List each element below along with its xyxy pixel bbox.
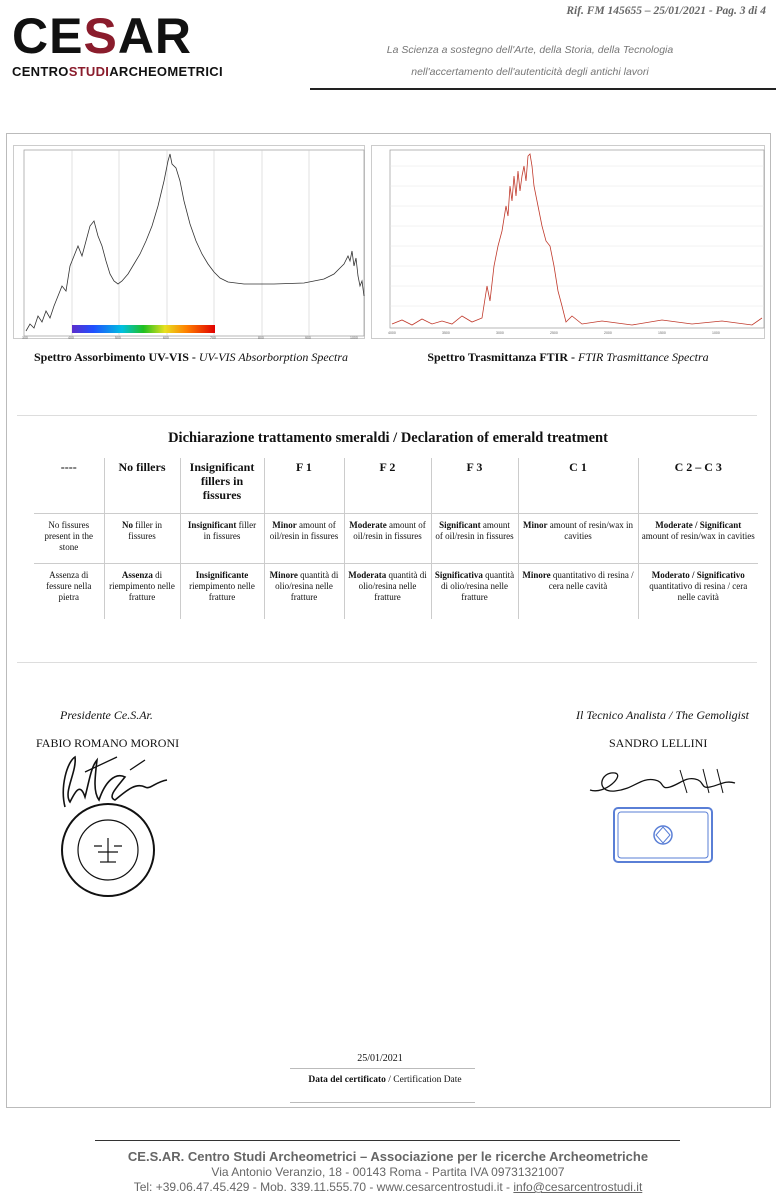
svg-text:800: 800 [258, 336, 264, 340]
svg-text:1500: 1500 [658, 331, 666, 335]
footer-address: Via Antonio Veranzio, 18 - 00143 Roma - Partita IVA 09731321007 [211, 1165, 565, 1179]
header-cell: C 1 [518, 458, 638, 513]
table-row-italian [34, 563, 758, 619]
uv-vis-plot [14, 146, 366, 340]
footer-contacts: Tel: +39.06.47.45.429 - Mob. 339.11.555.70 - www.cesarcentrostudi.it - info@cesarcentrostudi.it [133, 1180, 643, 1194]
table-cell: Significativa quantità di olio/resina nelle fratture [431, 563, 518, 619]
brand-subtitle: CENTROSTUDIARCHEOMETRICI [12, 64, 223, 79]
table-cell: Minor amount of oil/resin in fissures [264, 513, 344, 563]
svg-text:2000: 2000 [604, 331, 612, 335]
gemologist-signature [585, 765, 740, 800]
svg-text:300: 300 [22, 336, 28, 340]
president-name: FABIO ROMANO MORONI [36, 736, 180, 750]
table-cell: Moderata quantità di olio/resina nelle fratture [344, 563, 431, 619]
president-role: Presidente Ce.S.Ar. [60, 708, 153, 722]
table-cell: No filler in fissures [104, 513, 180, 563]
ftir-plot [372, 146, 766, 340]
treatment-title: Dichiarazione trattamento smeraldi / Declaration of emerald treatment [168, 430, 608, 446]
tagline-2: nell'accertamento dell'autenticità degli antichi lavori [411, 66, 649, 78]
document-reference: Rif. FM 145655 – 25/01/2021 - Pag. 3 di 4 [566, 5, 766, 17]
svg-text:3000: 3000 [496, 331, 504, 335]
president-seal-stamp [58, 800, 158, 900]
svg-text:500: 500 [115, 336, 121, 340]
date-divider [290, 1068, 475, 1069]
section-divider [17, 662, 757, 663]
tagline-1: La Scienza a sostegno dell'Arte, della Storia, della Tecnologia [386, 44, 674, 56]
section-divider [17, 415, 757, 416]
header-cell: F 1 [264, 458, 344, 513]
table-cell: Minor amount of resin/wax in cavities [518, 513, 638, 563]
header-cell: F 3 [431, 458, 518, 513]
table-cell: Assenza di fessure nella pietra [34, 563, 104, 619]
table-cell: Insignificante riempimento nelle fratture [180, 563, 264, 619]
certificate-date-label: Data del certificato / Certification Date [308, 1075, 462, 1085]
header-cell: ---- [60, 460, 77, 474]
gemologist-association-stamp [612, 805, 714, 865]
table-cell: Insignificant filler in fissures [180, 513, 264, 563]
table-header-row [34, 458, 758, 513]
table-cell: Moderate / Significant amount of resin/wax in cavities [638, 513, 758, 563]
gemologist-role: Il Tecnico Analista / The Gemoligist [576, 708, 749, 722]
svg-text:900: 900 [305, 336, 311, 340]
table-cell: Minore quantità di olio/resina nelle fratture [264, 563, 344, 619]
table-cell: Moderato / Significativo quantitativo di resina / cera nelle cavità [638, 563, 758, 619]
table-cell: No fissures present in the stone [34, 513, 104, 563]
footer-organization: CE.S.AR. Centro Studi Archeometrici – Associazione per le ricerche Archeometriche [127, 1149, 649, 1164]
svg-text:3500: 3500 [442, 331, 450, 335]
footer-divider [95, 1140, 680, 1141]
date-divider [290, 1102, 475, 1103]
svg-text:700: 700 [210, 336, 216, 340]
table-row-english [34, 513, 758, 563]
ftir-caption: Spettro Trasmittanza FTIR - FTIR Trasmittance Spectra [427, 350, 709, 364]
ftir-spectrum-chart [371, 145, 765, 339]
svg-text:1000: 1000 [350, 336, 358, 340]
visible-spectrum-bar [72, 325, 215, 333]
header-cell: F 2 [344, 458, 431, 513]
table-cell: Moderate amount of oil/resin in fissures [344, 513, 431, 563]
header-cell: Insignificant fillers in fissures [180, 458, 264, 513]
header-cell: No fillers [104, 458, 180, 513]
brand-logo: CESAR [12, 8, 193, 64]
table-cell: Assenza di riempimento nelle fratture [104, 563, 180, 619]
table-cell: Significant amount of oil/resin in fissures [431, 513, 518, 563]
header-cell: C 2 – C 3 [638, 458, 758, 513]
footer-email-link[interactable]: info@cesarcentrostudi.it [513, 1180, 643, 1194]
table-cell: Minore quantitativo di resina / cera nelle cavità [518, 563, 638, 619]
header-divider [310, 88, 776, 90]
svg-text:400: 400 [68, 336, 74, 340]
treatment-table [34, 458, 758, 619]
uv-vis-spectrum-chart [13, 145, 365, 339]
svg-text:2500: 2500 [550, 331, 558, 335]
uv-vis-caption: Spettro Assorbimento UV-VIS - UV-VIS Absorborption Spectra [34, 350, 348, 364]
certificate-date: 25/01/2021 [357, 1053, 403, 1064]
svg-text:600: 600 [163, 336, 169, 340]
svg-text:4000: 4000 [388, 331, 396, 335]
svg-text:1000: 1000 [712, 331, 720, 335]
gemologist-name: SANDRO LELLINI [609, 736, 708, 750]
